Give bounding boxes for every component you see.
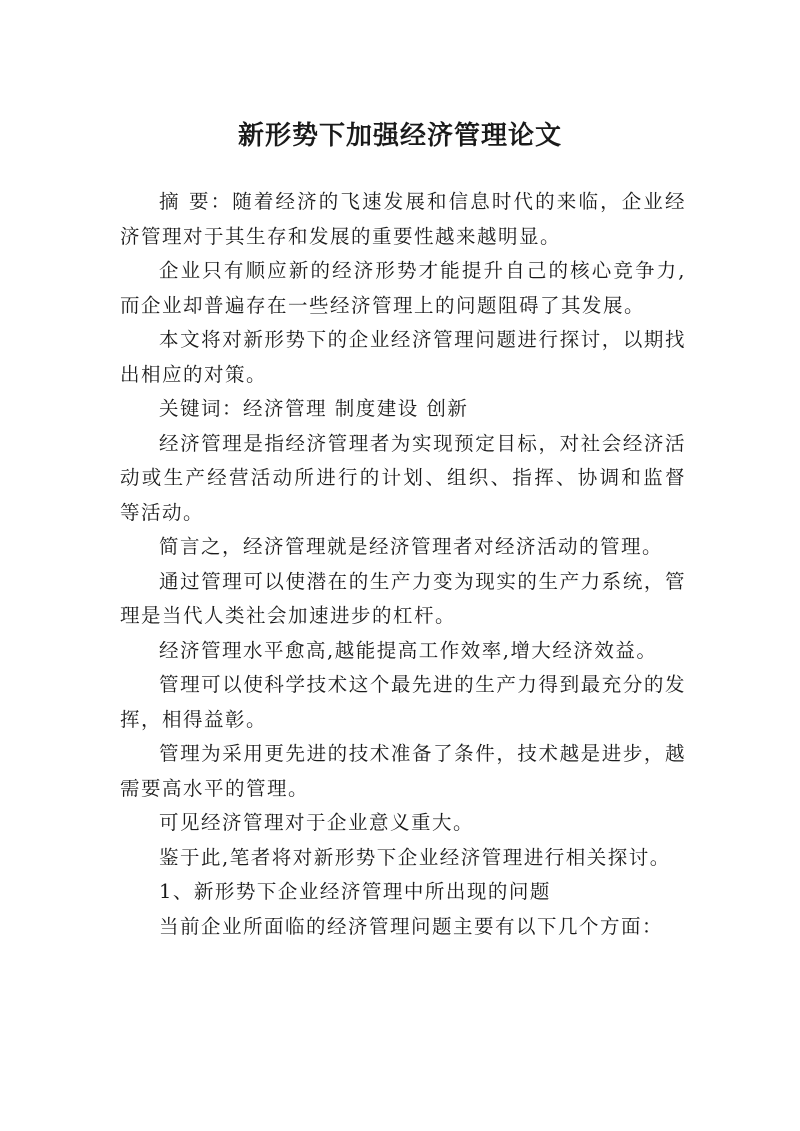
body-paragraph: 经济管理是指经济管理者为实现预定目标，对社会经济活动或生产经营活动所进行的计划、组织、指挥、协调和监督等活动。 [120, 431, 686, 524]
document-body [120, 185, 686, 944]
keywords-line: 关键词：经济管理 制度建设 创新 [159, 397, 469, 420]
body-paragraph: 经济管理水平愈高,越能提高工作效率,增大经济效益。 [159, 638, 658, 662]
document-title: 新形势下加强经济管理论文 [237, 121, 562, 152]
abstract-paragraph: 摘 要：随着经济的飞速发展和信息时代的来临，企业经济管理对于其生存和发展的重要性越来越明显。 [120, 190, 686, 248]
body-paragraph: 管理为采用更先进的技术准备了条件，技术越是进步，越需要高水平的管理。 [120, 742, 686, 800]
abstract-paragraph: 本文将对新形势下的企业经济管理问题进行探讨，以期找出相应的对策。 [120, 328, 686, 386]
body-paragraph: 通过管理可以使潜在的生产力变为现实的生产力系统，管理是当代人类社会加速进步的杠杆。 [120, 569, 686, 627]
body-paragraph: 简言之，经济管理就是经济管理者对经济活动的管理。 [159, 535, 664, 558]
section-heading: 1、新形势下企业经济管理中所出现的问题 [159, 880, 551, 903]
body-paragraph: 可见经济管理对于企业意义重大。 [159, 811, 475, 834]
body-paragraph: 当前企业所面临的经济管理问题主要有以下几个方面： [159, 914, 664, 938]
abstract-paragraph: 企业只有顺应新的经济形势才能提升自己的核心竞争力,而企业却普遍存在一些经济管理上的问题阻碍了其发展。 [120, 259, 686, 317]
body-paragraph: 管理可以使科学技术这个最先进的生产力得到最充分的发挥，相得益彰。 [120, 673, 686, 731]
body-paragraph: 鉴于此,笔者将对新形势下企业经济管理进行相关探讨。 [159, 845, 671, 869]
